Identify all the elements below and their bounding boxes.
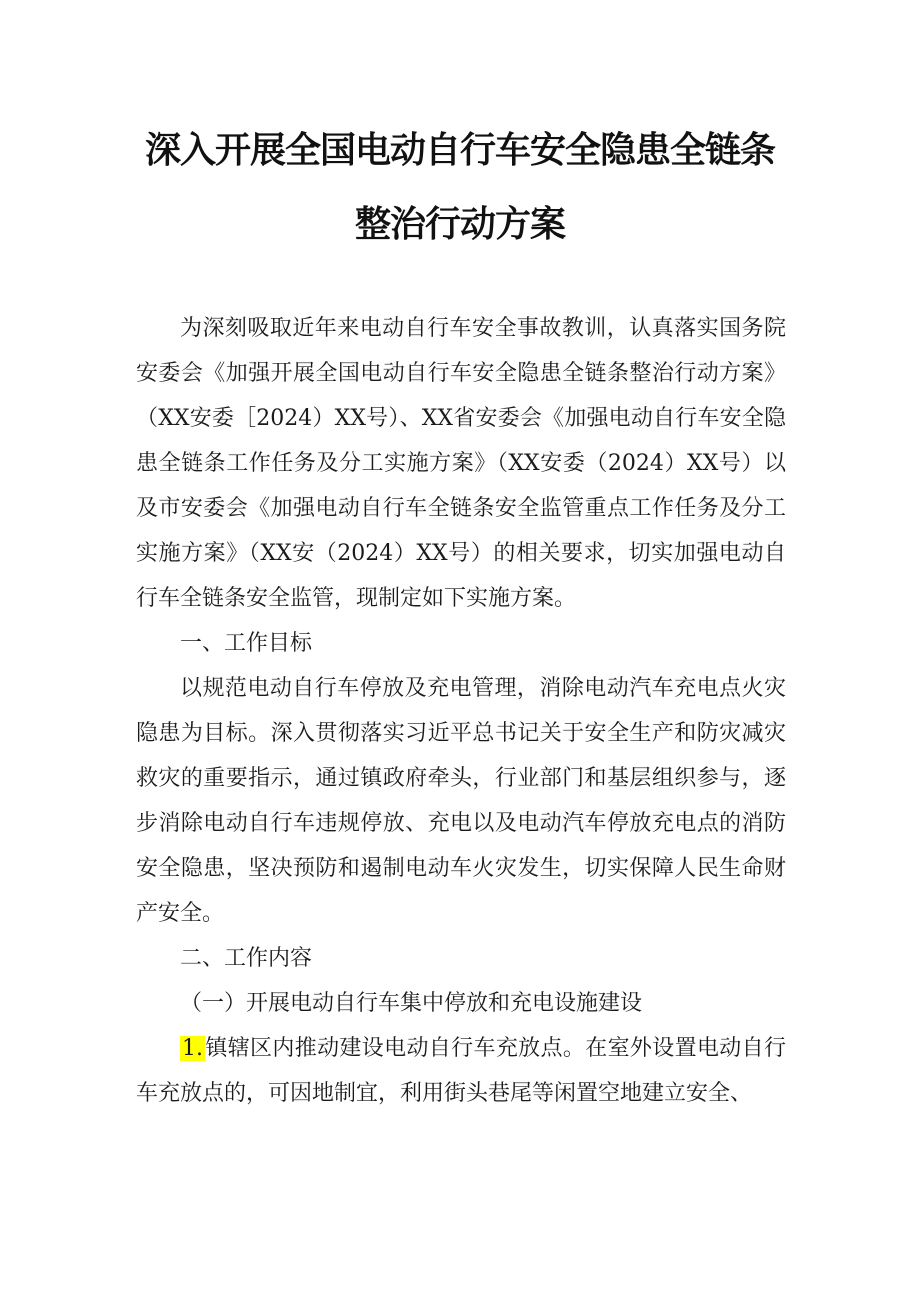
item-1-text: 镇辖区内推动建设电动自行车充放点。在室外设置电动自行车充放点的，可因地制宜，利用街头巷尾等闲置空地建立安全、 <box>136 1036 786 1106</box>
document-title-line-2: 整治行动方案 <box>354 204 565 245</box>
document-body <box>136 306 786 1116</box>
subsection-1-heading: （一）开展电动自行车集中停放和充电设施建设 <box>180 991 643 1016</box>
item-1-number-highlight: 1. <box>182 1036 203 1061</box>
section-1-heading: 一、工作目标 <box>180 631 313 656</box>
item-1-paragraph <box>136 1026 786 1116</box>
document-title-line-1: 深入开展全国电动自行车安全隐患全链条 <box>144 130 775 171</box>
section-1-paragraph: 以规范电动自行车停放及充电管理，消除电动汽车充电点火灾隐患为目标。深入贯彻落实习近平总书记关于安全生产和防灾减灾救灾的重要指示，通过镇政府牵头，行业部门和基层组织参与，逐步消除电动自行车违规停放、充电以及电动汽车停放充电点的消防安全隐患，坚决预防和遏制电动车火灾发生，切实保障人民生命财产安全。 <box>136 676 786 926</box>
section-2-heading: 二、工作内容 <box>180 946 313 971</box>
intro-paragraph: 为深刻吸取近年来电动自行车安全事故教训，认真落实国务院安委会《加强开展全国电动自行车安全隐患全链条整治行动方案》（XX安委［2024）XX号）、XX省安委会《加强电动自行车安全隐患全链条工作任务及分工实施方案》（XX安委（2024）XX号）以及市安委会《加强电动自行车全链条安全监管重点工作任务及分工实施方案》（XX安（2024）XX号）的相关要求，切实加强电动自行车全链条安全监管，现制定如下实施方案。 <box>136 316 786 611</box>
